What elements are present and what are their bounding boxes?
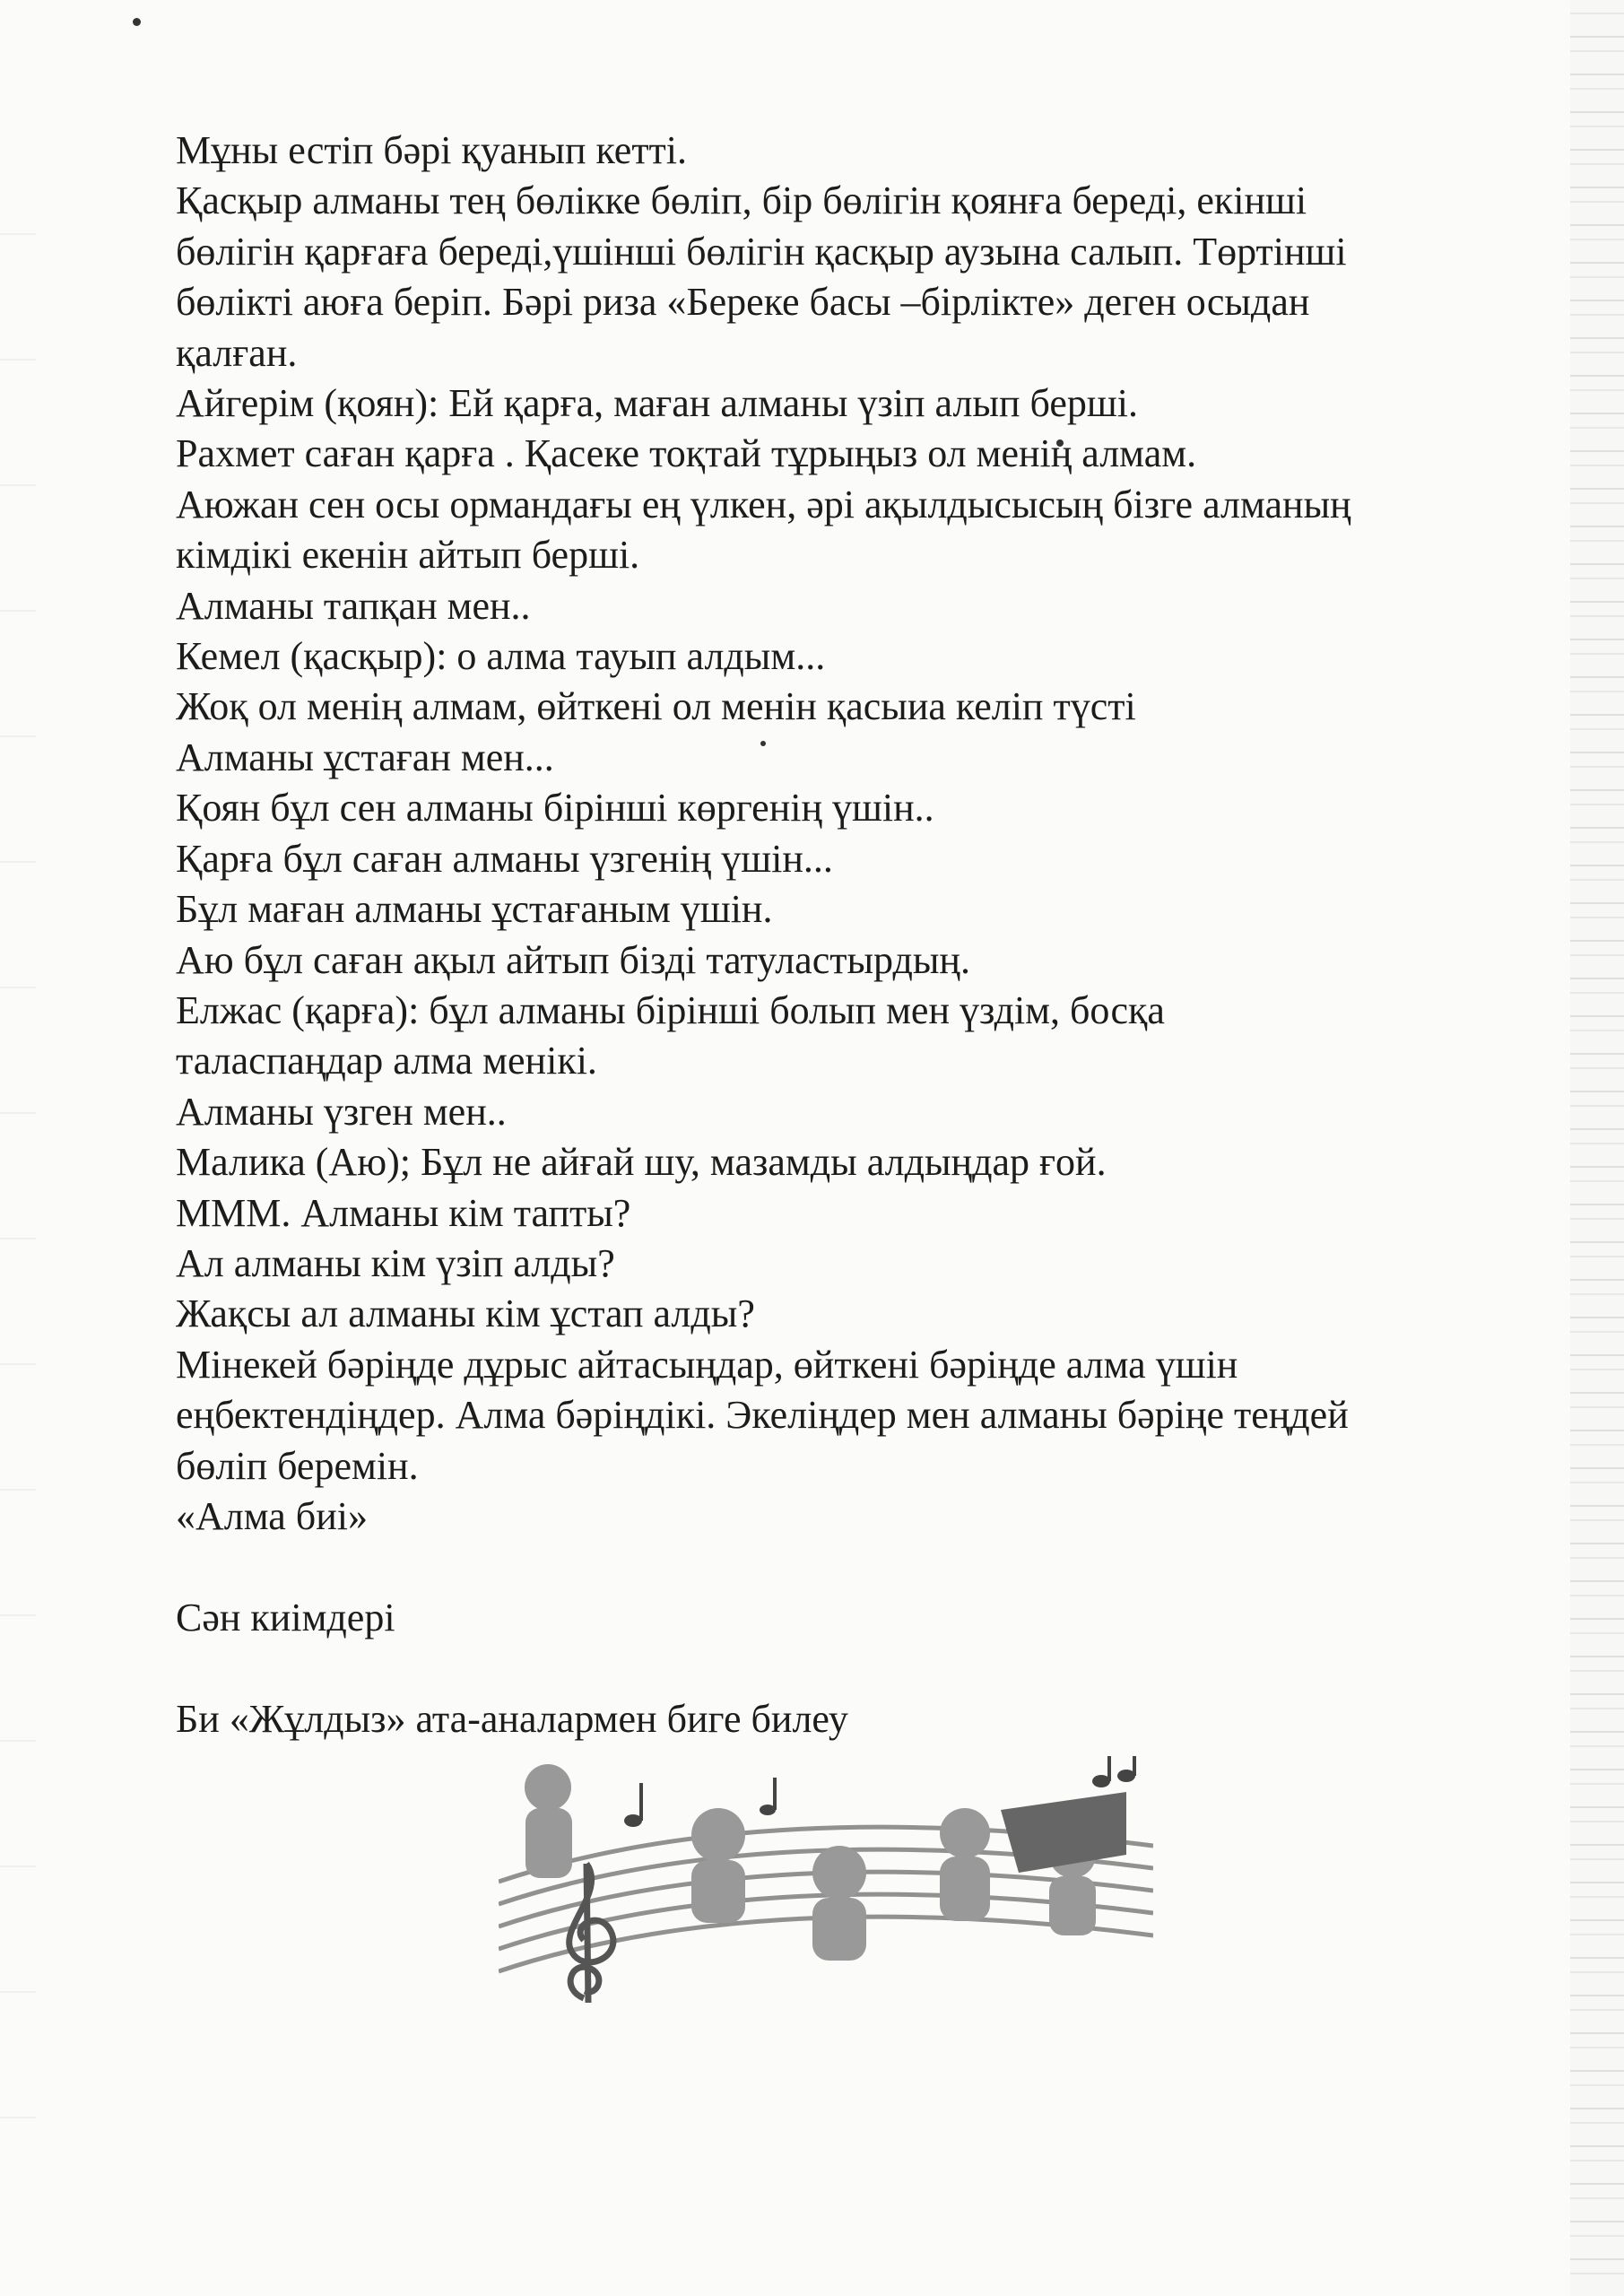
- scan-edge-artifact-left: [0, 179, 36, 2242]
- text-line: Жоқ ол менің алмам, өйткені ол менін қасыиа келіп түсті: [176, 684, 1136, 729]
- text-line: «Алма биі»: [176, 1493, 368, 1538]
- text-line: МММ. Алманы кім тапты?: [176, 1190, 631, 1235]
- scan-edge-artifact: [1570, 0, 1624, 2296]
- costumes-line: Сән киімдері: [176, 1595, 395, 1639]
- text-line: Жақсы ал алманы кім ұстап алды?: [176, 1292, 755, 1336]
- music-children-banner-icon: [499, 1756, 1153, 2016]
- text-line: бөліп беремін.: [176, 1443, 419, 1488]
- text-line: Мұны естіп бәрі қуанып кетті.: [176, 128, 688, 172]
- text-line: Алманы үзген мен..: [176, 1089, 507, 1134]
- text-line: Қасқыр алманы тең бөлікке бөліп, бір бөлігін қоянға береді, екінші: [176, 178, 1307, 223]
- text-line: Малика (Аю); Бұл не айғай шу, мазамды алдыңдар ғой.: [176, 1140, 1107, 1185]
- text-line: Мінекей бәріңде дұрыс айтасыңдар, өйткені бәріңде алма үшін: [176, 1342, 1238, 1387]
- scan-speck: [133, 18, 141, 26]
- text-line: Бұл маған алманы ұстағаным үшін.: [176, 887, 773, 932]
- text-line: Алманы тапқан мен..: [176, 583, 531, 628]
- text-line: Айгерім (қоян): Ей қарға, маған алманы үзіп алып берші.: [176, 381, 1138, 426]
- text-line: Қоян бұл сен алманы бірінші көргенің үшін..: [176, 786, 934, 831]
- text-line: Елжас (қарға): бұл алманы бірінші болып мен үздім, босқа: [176, 987, 1165, 1032]
- text-line: кімдікі екенін айтып берші.: [176, 533, 640, 578]
- text-line: Рахмет саған қарға . Қасеке тоқтай тұрыңыз ол менің алмам.: [176, 431, 1197, 476]
- text-line: бөлігін қарғаға береді,үшінші бөлігін қасқыр аузына салып. Төртінші: [176, 229, 1347, 274]
- text-line: Ал алманы кім үзіп алды?: [176, 1240, 615, 1285]
- text-line: еңбектендіңдер. Алма бәріңдікі. Экеліңдер мен алманы бәріңе теңдей: [176, 1393, 1349, 1438]
- text-line: Қарға бұл саған алманы үзгенің үшін...: [176, 836, 833, 881]
- text-line: Аюжан сен осы ормандағы ең үлкен, әрі ақылдысысың бізге алманың: [176, 482, 1351, 526]
- document-body: [176, 126, 1503, 1744]
- text-line: Алманы ұстаған мен...: [176, 735, 554, 779]
- text-line: Аю бұл саған ақыл айтып бізді татуластырдың.: [176, 937, 970, 982]
- text-line: бөлікті аюға беріп. Бәрі риза «Береке басы –бірлікте» деген осыдан: [176, 280, 1310, 325]
- text-line: қалған.: [176, 330, 298, 375]
- text-line: Кемел (қасқыр): о алма тауып алдым...: [176, 634, 826, 679]
- dance-line: Би «Жұлдыз» ата-аналармен биге билеу: [176, 1696, 848, 1741]
- text-line: таласпаңдар алма менікі.: [176, 1039, 597, 1083]
